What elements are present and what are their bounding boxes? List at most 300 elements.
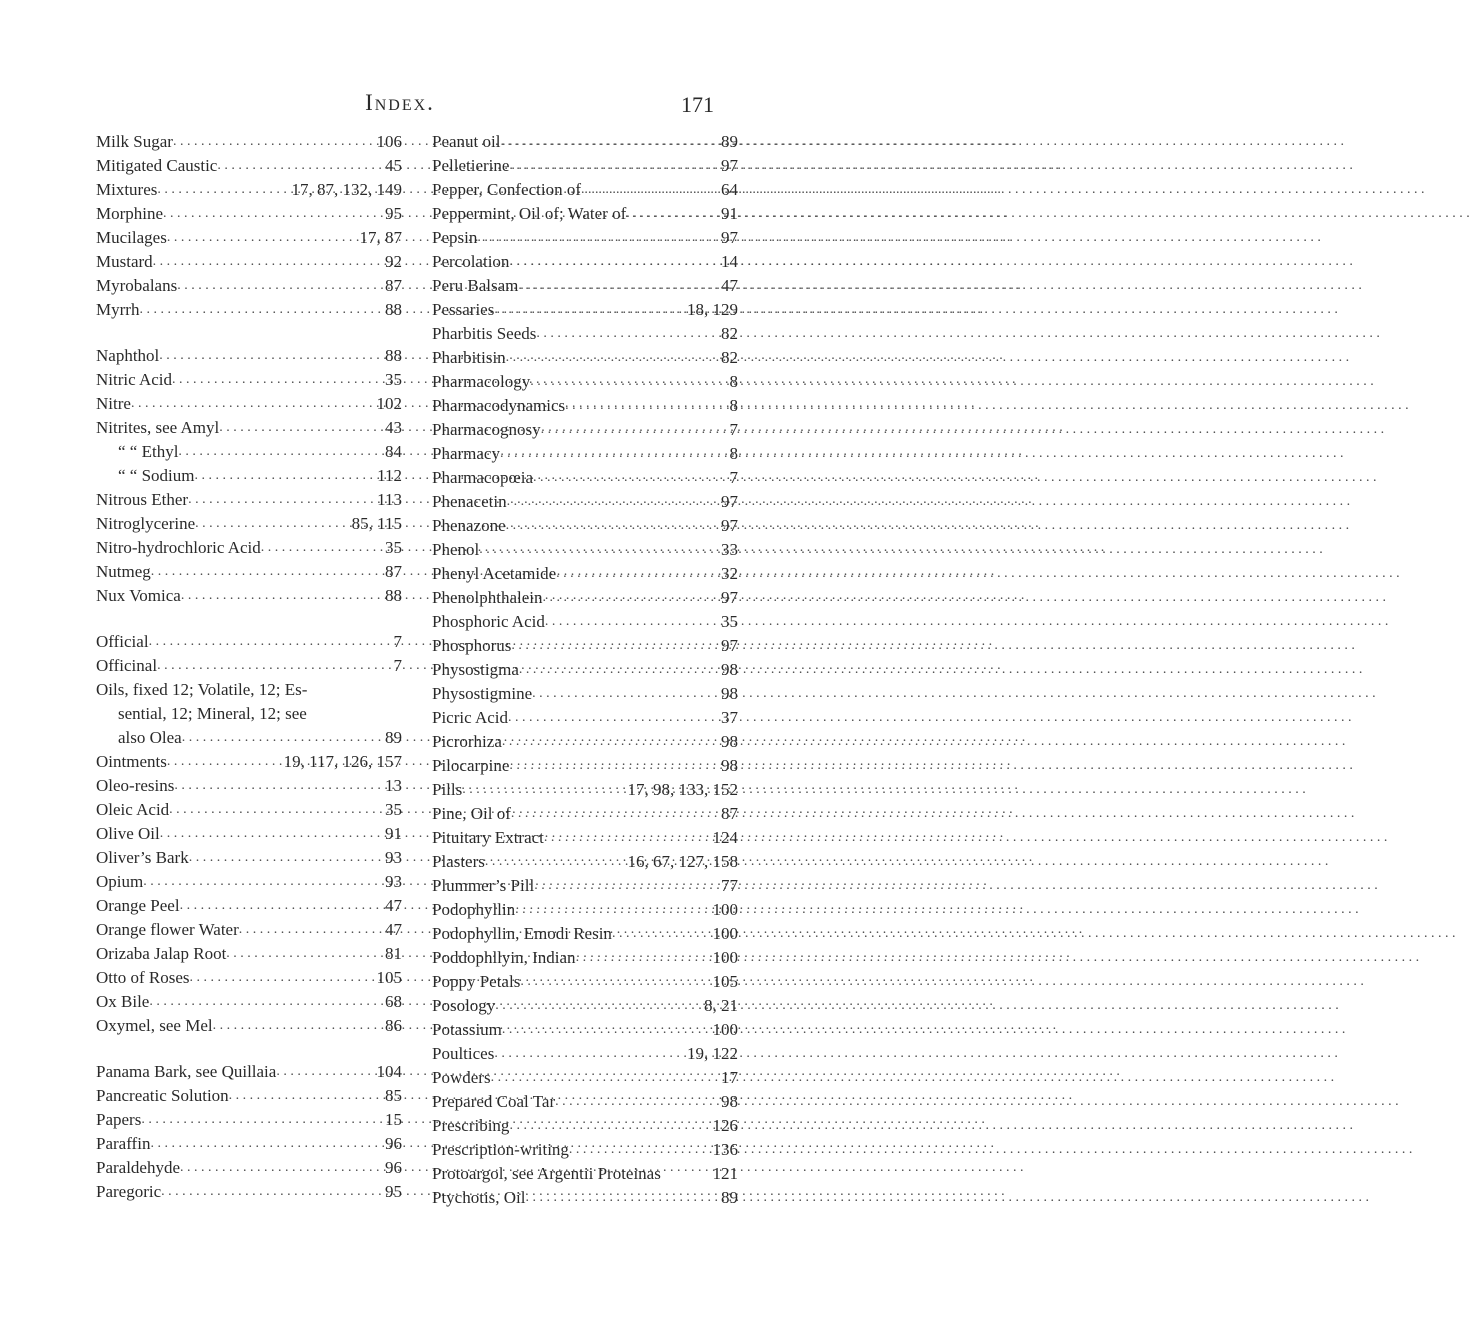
- dot-leader: [172, 368, 381, 392]
- dot-leader: [161, 1180, 381, 1204]
- index-pages: 37: [721, 708, 738, 727]
- index-pages: 64: [721, 180, 738, 199]
- index-term: Pharmacognosy: [432, 420, 541, 439]
- index-term: Posology: [432, 996, 496, 1015]
- index-term: Pharmacology: [432, 372, 531, 391]
- index-term: Plummer’s Pill: [432, 876, 535, 895]
- dot-leader: [506, 514, 717, 538]
- index-entry: [96, 1108, 402, 1132]
- index-pages: 100: [712, 924, 738, 943]
- index-pages: 126: [712, 1116, 738, 1135]
- dot-leader: [157, 178, 287, 202]
- dot-leader: [219, 416, 381, 440]
- dot-leader: [177, 274, 381, 298]
- dot-leader: [167, 750, 280, 774]
- dot-leader: [495, 994, 700, 1018]
- index-entry: [432, 130, 738, 154]
- index-pages: 97: [721, 516, 738, 535]
- index-pages: 86: [385, 1016, 402, 1035]
- index-pages: 105: [376, 968, 402, 987]
- index-pages: 98: [721, 732, 738, 751]
- index-entry: [432, 466, 738, 490]
- index-entry: [432, 394, 738, 418]
- index-term: Ptychotis, Oil: [432, 1188, 526, 1207]
- index-term: Pelletierine: [432, 156, 510, 175]
- index-entry: [96, 274, 402, 298]
- index-pages: 19, 122: [687, 1044, 738, 1063]
- dot-leader: [565, 394, 725, 418]
- index-pages: 96: [385, 1158, 402, 1177]
- index-entry: [432, 1186, 738, 1210]
- dot-leader: [509, 1114, 708, 1138]
- index-pages: 89: [721, 132, 738, 151]
- dot-leader: [151, 560, 381, 584]
- index-term: Pilocarpine: [432, 756, 510, 775]
- index-term: Poppy Petals: [432, 972, 521, 991]
- index-entry: [96, 702, 402, 726]
- dot-leader: [576, 946, 709, 970]
- index-entry: [96, 512, 402, 536]
- dot-leader: [491, 1066, 717, 1090]
- index-pages: 96: [385, 1134, 402, 1153]
- index-pages: 89: [721, 1188, 738, 1207]
- index-term: Pessaries: [432, 300, 495, 319]
- index-pages: 113: [377, 490, 402, 509]
- index-term: also Olea: [118, 728, 182, 747]
- dot-leader: [477, 226, 717, 250]
- index-term: Pepsin: [432, 228, 478, 247]
- index-term: Pharmacodynamics: [432, 396, 566, 415]
- section-gap: [96, 608, 402, 630]
- index-entry: [96, 846, 402, 870]
- index-term: Phenol: [432, 540, 480, 559]
- index-pages: 97: [721, 228, 738, 247]
- dot-leader: [153, 250, 381, 274]
- index-term: Nitro-hydrochloric Acid: [96, 538, 261, 557]
- index-entry: [432, 754, 738, 778]
- index-term: Olive Oil: [96, 824, 160, 843]
- index-pages: 92: [385, 252, 402, 271]
- index-term: Phenyl Acetamide: [432, 564, 557, 583]
- index-pages: 47: [385, 896, 402, 915]
- index-pages: 19, 117, 126, 157: [283, 752, 402, 771]
- dot-leader: [195, 464, 374, 488]
- index-pages: 84: [385, 442, 402, 461]
- dot-leader: [555, 1090, 717, 1114]
- index-entry: [432, 514, 738, 538]
- index-entry: [432, 250, 738, 274]
- index-pages: 97: [721, 636, 738, 655]
- dot-leader: [506, 346, 717, 370]
- index-term: Naphthol: [96, 346, 160, 365]
- index-pages: 97: [721, 156, 738, 175]
- index-entry: [432, 610, 738, 634]
- index-term: Prepared Coal Tar: [432, 1092, 556, 1111]
- dot-leader: [180, 894, 381, 918]
- index-entry: [432, 1090, 738, 1114]
- index-entry: [96, 678, 402, 702]
- index-pages: 102: [376, 394, 402, 413]
- index-term: Orange flower Water: [96, 920, 239, 939]
- index-entry: [96, 416, 402, 440]
- index-entry: [432, 994, 738, 1018]
- index-entry: [96, 870, 402, 894]
- index-entry: [432, 442, 738, 466]
- index-pages: 7: [393, 656, 402, 675]
- index-term: Official: [96, 632, 149, 651]
- index-term: Paraldehyde: [96, 1158, 181, 1177]
- index-entry: [432, 898, 738, 922]
- index-term: Pancreatic Solution: [96, 1086, 229, 1105]
- dot-leader: [173, 130, 373, 154]
- index-entry: [96, 774, 402, 798]
- dot-leader: [581, 178, 717, 202]
- index-term: Peanut oil: [432, 132, 501, 151]
- index-entry: [432, 730, 738, 754]
- index-pages: 8: [729, 444, 738, 463]
- section-gap: [96, 322, 402, 344]
- index-entry: [96, 822, 402, 846]
- index-entry: [432, 946, 738, 970]
- index-term: Peppermint, Oil of; Water of: [432, 204, 627, 223]
- index-entry: [432, 1114, 738, 1138]
- index-entry: [432, 298, 738, 322]
- index-term: Opium: [96, 872, 144, 891]
- dot-leader: [534, 874, 717, 898]
- index-entry: [96, 990, 402, 1014]
- index-pages: 33: [721, 540, 738, 559]
- index-pages: 8: [729, 372, 738, 391]
- index-entry: [432, 922, 738, 946]
- dot-leader: [276, 1060, 372, 1084]
- index-pages: 82: [721, 348, 738, 367]
- dot-leader: [479, 538, 717, 562]
- index-entry: [432, 562, 738, 586]
- index-term: Pills: [432, 780, 463, 799]
- index-pages: 121: [712, 1164, 738, 1183]
- dot-leader: [163, 202, 381, 226]
- dot-leader: [167, 226, 356, 250]
- index-pages: 81: [385, 944, 402, 963]
- index-term: Pharmacopœia: [432, 468, 534, 487]
- index-entry: [432, 850, 738, 874]
- index-entry: [96, 1084, 402, 1108]
- index-term: Nux Vomica: [96, 586, 181, 605]
- dot-leader: [519, 658, 717, 682]
- index-term: Nitrous Ether: [96, 490, 189, 509]
- index-entry: [432, 658, 738, 682]
- index-term: Mixtures: [96, 180, 158, 199]
- index-term: Powders: [432, 1068, 491, 1087]
- index-pages: 87: [721, 804, 738, 823]
- index-pages: 106: [376, 132, 402, 151]
- dot-leader: [509, 754, 717, 778]
- index-term: Oliver’s Bark: [96, 848, 189, 867]
- index-term: “ “ Sodium: [118, 466, 195, 485]
- dot-leader: [494, 298, 683, 322]
- index-term: Oleo-resins: [96, 776, 175, 795]
- dot-leader: [157, 654, 389, 678]
- index-pages: 35: [385, 800, 402, 819]
- index-entry: [432, 970, 738, 994]
- index-pages: 35: [385, 538, 402, 557]
- index-pages: 88: [385, 586, 402, 605]
- index-entry: [432, 1138, 738, 1162]
- index-entry: [432, 1018, 738, 1042]
- index-entry: [96, 488, 402, 512]
- dot-leader: [189, 846, 381, 870]
- index-entry: [96, 536, 402, 560]
- index-term: Podophyllin, Emodi Resin: [432, 924, 612, 943]
- dot-leader: [520, 970, 708, 994]
- index-pages: 17, 87, 132, 149: [291, 180, 402, 199]
- index-term: Pine, Oil of: [432, 804, 511, 823]
- index-pages: 8, 21: [704, 996, 738, 1015]
- index-entry: [96, 942, 402, 966]
- index-entry: [96, 1060, 402, 1084]
- index-pages: 112: [377, 466, 402, 485]
- section-gap: [96, 1038, 402, 1060]
- index-pages: 97: [721, 492, 738, 511]
- dot-leader: [178, 440, 381, 464]
- dot-leader: [502, 1018, 709, 1042]
- index-pages: 97: [721, 588, 738, 607]
- index-pages: 18, 129: [687, 300, 738, 319]
- index-pages: 93: [385, 872, 402, 891]
- index-pages: 100: [712, 948, 738, 967]
- index-entry: [432, 490, 738, 514]
- dot-leader: [188, 488, 373, 512]
- dot-leader: [149, 990, 381, 1014]
- index-term: Pharbitis Seeds: [432, 324, 537, 343]
- index-entry: [96, 392, 402, 416]
- index-term: Poddophllyin, Indian: [432, 948, 576, 967]
- index-entry: [96, 966, 402, 990]
- dot-leader: [174, 774, 381, 798]
- page-header: [0, 90, 800, 120]
- index-entry: [432, 178, 738, 202]
- index-pages: 17, 98, 133, 152: [627, 780, 738, 799]
- index-pages: 98: [721, 756, 738, 775]
- index-term: Pharmacy: [432, 444, 500, 463]
- dot-leader: [226, 942, 381, 966]
- index-term: Prescribing: [432, 1116, 510, 1135]
- dot-leader: [131, 392, 373, 416]
- index-pages: 98: [721, 684, 738, 703]
- index-term: Protoargol, see Argentii Proteinas: [432, 1164, 661, 1183]
- index-entry: [432, 1162, 738, 1186]
- dot-leader: [160, 822, 381, 846]
- index-entry: [432, 586, 738, 610]
- index-term: Ointments: [96, 752, 167, 771]
- index-term: Podophyllin: [432, 900, 516, 919]
- index-pages: 35: [385, 370, 402, 389]
- index-pages: 91: [721, 204, 738, 223]
- index-term: Phenacetin: [432, 492, 507, 511]
- index-entry: [96, 630, 402, 654]
- index-term: Nitrites, see Amyl: [96, 418, 220, 437]
- index-pages: 85: [385, 1086, 402, 1105]
- dot-leader: [485, 850, 624, 874]
- index-entry: [432, 826, 738, 850]
- index-term: Pharbitisin: [432, 348, 506, 367]
- index-term: Nitre: [96, 394, 131, 413]
- index-entry: [96, 1180, 402, 1204]
- index-entry: [432, 226, 738, 250]
- index-term: Pituitary Extract: [432, 828, 544, 847]
- index-pages: 45: [385, 156, 402, 175]
- index-entry: [96, 344, 402, 368]
- dot-leader: [530, 370, 725, 394]
- index-term: Nitroglycerine: [96, 514, 196, 533]
- index-entry: [432, 1042, 738, 1066]
- dot-leader: [502, 730, 717, 754]
- index-term: Panama Bark, see Quillaia: [96, 1062, 277, 1081]
- index-entry: [432, 322, 738, 346]
- index-entry: [96, 298, 402, 322]
- index-entry: [432, 874, 738, 898]
- index-term: sential, 12; Mineral, 12; see: [118, 704, 307, 723]
- index-entry: [96, 1156, 402, 1180]
- index-term: Phenazone: [432, 516, 506, 535]
- dot-leader: [143, 870, 381, 894]
- index-term: Poultices: [432, 1044, 495, 1063]
- dot-leader: [261, 536, 381, 560]
- index-term: Percolation: [432, 252, 510, 271]
- index-pages: 91: [385, 824, 402, 843]
- dot-leader: [511, 634, 717, 658]
- index-pages: 87: [385, 562, 402, 581]
- index-entry: [96, 1014, 402, 1038]
- index-term: “ “ Ethyl: [118, 442, 179, 461]
- index-pages: 17: [721, 1068, 738, 1087]
- index-entry: [96, 250, 402, 274]
- index-term: Orizaba Jalap Root: [96, 944, 227, 963]
- dot-leader: [139, 298, 381, 322]
- index-pages: 32: [721, 564, 738, 583]
- index-pages: 124: [712, 828, 738, 847]
- index-term: Nitric Acid: [96, 370, 173, 389]
- dot-leader: [569, 1138, 709, 1162]
- index-term: Physostigma: [432, 660, 519, 679]
- index-entry: [432, 418, 738, 442]
- index-entry: [96, 1132, 402, 1156]
- index-pages: 7: [729, 420, 738, 439]
- index-entry: [432, 154, 738, 178]
- dot-leader: [195, 512, 347, 536]
- dot-leader: [509, 250, 717, 274]
- dot-leader: [149, 630, 390, 654]
- index-entry: [96, 726, 402, 750]
- index-entry: [96, 894, 402, 918]
- index-pages: 85, 115: [351, 514, 402, 533]
- dot-leader: [526, 1186, 717, 1210]
- page-number: 171: [681, 92, 714, 117]
- index-term: Mitigated Caustic: [96, 156, 218, 175]
- index-pages: 88: [385, 300, 402, 319]
- dot-leader: [626, 202, 717, 226]
- index-pages: 105: [712, 972, 738, 991]
- index-pages: 95: [385, 1182, 402, 1201]
- index-pages: 7: [393, 632, 402, 651]
- index-entry: [432, 202, 738, 226]
- index-term: Nutmeg: [96, 562, 151, 581]
- dot-leader: [544, 826, 709, 850]
- index-entry: [96, 584, 402, 608]
- index-pages: 8: [729, 396, 738, 415]
- dot-leader: [182, 726, 381, 750]
- dot-leader: [159, 344, 381, 368]
- index-term: Otto of Roses: [96, 968, 190, 987]
- index-pages: 88: [385, 346, 402, 365]
- index-term: Milk Sugar: [96, 132, 173, 151]
- dot-leader: [507, 490, 717, 514]
- index-term: Pepper, Confection of: [432, 180, 581, 199]
- index-term: Phenolphthalein: [432, 588, 543, 607]
- index-pages: 47: [385, 920, 402, 939]
- index-term: Phosphoric Acid: [432, 612, 545, 631]
- index-pages: 16, 67, 127, 158: [627, 852, 738, 871]
- dot-leader: [213, 1014, 381, 1038]
- index-term: Picric Acid: [432, 708, 509, 727]
- index-pages: 100: [712, 900, 738, 919]
- index-term: Picrorhiza: [432, 732, 502, 751]
- index-term: Ox Bile: [96, 992, 150, 1011]
- index-term: Oxymel, see Mel: [96, 1016, 213, 1035]
- dot-leader: [508, 706, 717, 730]
- index-pages: 98: [721, 1092, 738, 1111]
- dot-leader: [169, 798, 381, 822]
- index-term: Plasters: [432, 852, 485, 871]
- index-term: Mustard: [96, 252, 153, 271]
- index-term: Oleic Acid: [96, 800, 170, 819]
- index-pages: 68: [385, 992, 402, 1011]
- dot-leader: [542, 586, 717, 610]
- dot-leader: [181, 584, 381, 608]
- dot-leader: [500, 442, 726, 466]
- dot-leader: [536, 322, 717, 346]
- index-term: Paraffin: [96, 1134, 151, 1153]
- dot-leader: [533, 466, 725, 490]
- dot-leader: [612, 922, 709, 946]
- dot-leader: [556, 562, 717, 586]
- index-entry: [432, 634, 738, 658]
- index-pages: 14: [721, 252, 738, 271]
- dot-leader: [150, 1132, 381, 1156]
- index-term: Officinal: [96, 656, 158, 675]
- dot-leader: [509, 154, 717, 178]
- index-entry: [96, 560, 402, 584]
- index-entry: [96, 368, 402, 392]
- index-entry: [96, 654, 402, 678]
- index-term: Phosphorus: [432, 636, 512, 655]
- index-entry: [96, 440, 402, 464]
- dot-leader: [545, 610, 717, 634]
- dot-leader: [500, 130, 717, 154]
- index-entry: [96, 178, 402, 202]
- index-term: Myrobalans: [96, 276, 178, 295]
- dot-leader: [494, 1042, 683, 1066]
- index-term: Morphine: [96, 204, 164, 223]
- dot-leader: [541, 418, 726, 442]
- index-entry: [96, 798, 402, 822]
- index-term: Peru Balsam: [432, 276, 519, 295]
- index-entry: [96, 130, 402, 154]
- dot-leader: [532, 682, 717, 706]
- index-pages: 93: [385, 848, 402, 867]
- index-term: Physostigmine: [432, 684, 533, 703]
- dot-leader: [217, 154, 381, 178]
